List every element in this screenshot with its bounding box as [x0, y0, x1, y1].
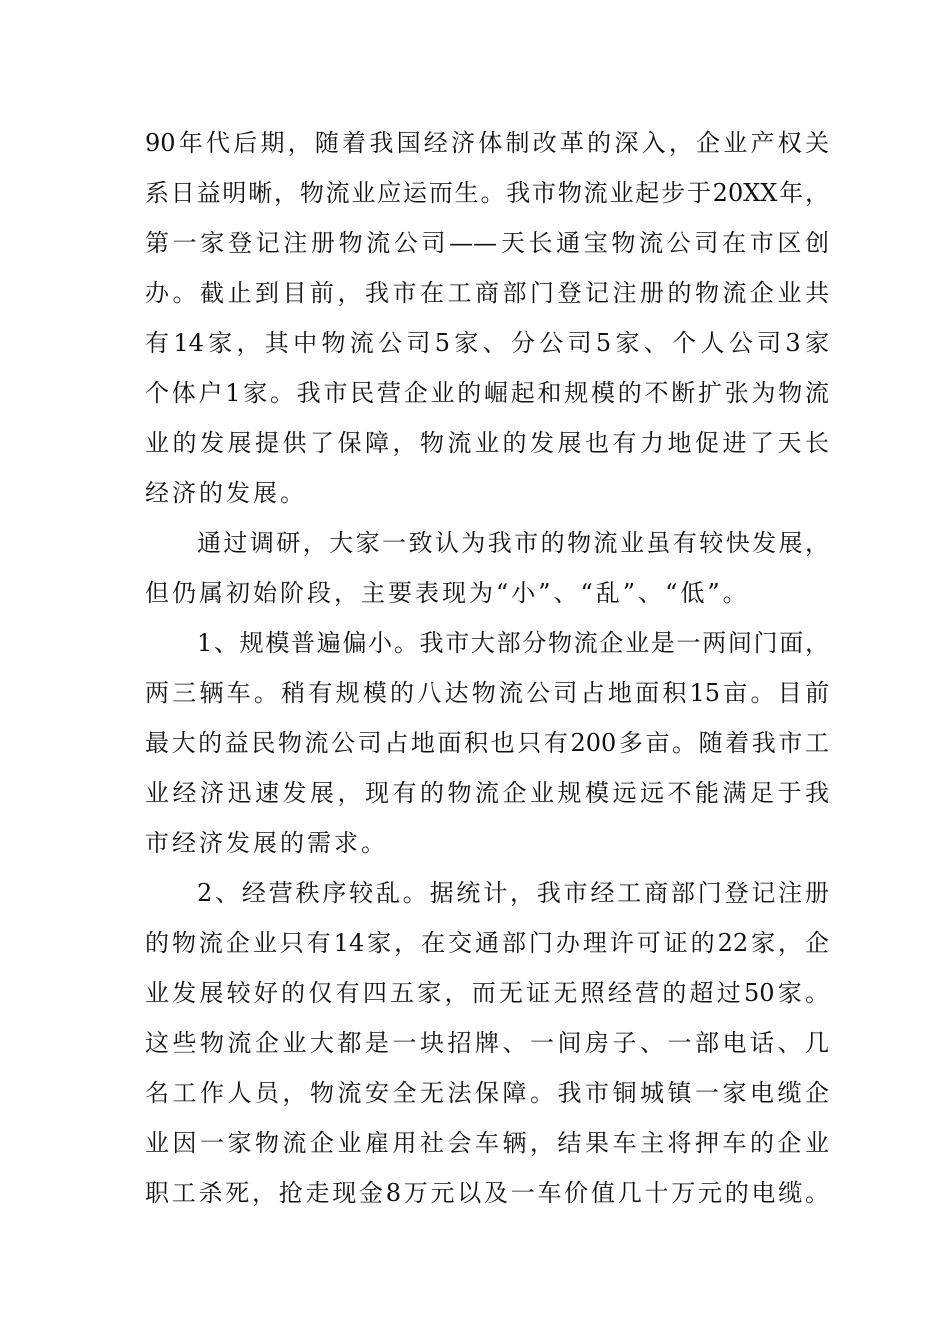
- text-line: 经济的发展。: [145, 479, 307, 507]
- document-page: [145, 124, 829, 1224]
- paragraph: [145, 524, 829, 624]
- text-line: 但仍属初始阶段，主要表现为“小”、“乱”、“低”。: [145, 579, 750, 607]
- paragraph: [145, 624, 829, 874]
- text-line: 系日益明晰，物流业应运而生。我市物流业起步于20XX年，: [145, 179, 829, 207]
- text-line: 这些物流企业大都是一块招牌、一间房子、一部电话、几: [145, 1029, 829, 1057]
- text-line: 的物流企业只有14家，在交通部门办理许可证的22家，企: [145, 929, 829, 957]
- text-line: 通过调研，大家一致认为我市的物流业虽有较快发展，: [197, 529, 829, 557]
- paragraph: [145, 124, 829, 524]
- text-line: 第一家登记注册物流公司——天长通宝物流公司在市区创: [145, 229, 829, 257]
- text-line: 业因一家物流企业雇用社会车辆，结果车主将押车的企业: [145, 1129, 829, 1157]
- text-line: 名工作人员，物流安全无法保障。我市铜城镇一家电缆企: [145, 1079, 829, 1107]
- paragraph: [145, 874, 829, 1224]
- text-line: 业的发展提供了保障，物流业的发展也有力地促进了天长: [145, 429, 829, 457]
- text-line: 2、经营秩序较乱。据统计，我市经工商部门登记注册: [197, 879, 829, 907]
- text-line: 两三辆车。稍有规模的八达物流公司占地面积15亩。目前: [145, 679, 829, 707]
- text-line: 职工杀死，抢走现金8万元以及一车价值几十万元的电缆。: [145, 1179, 829, 1207]
- text-line: 最大的益民物流公司占地面积也只有200多亩。随着我市工: [145, 729, 829, 757]
- text-line: 办。截止到目前，我市在工商部门登记注册的物流企业共: [145, 279, 829, 307]
- text-line: 业发展较好的仅有四五家，而无证无照经营的超过50家。: [145, 979, 829, 1007]
- text-line: 业经济迅速发展，现有的物流企业规模远远不能满足于我: [145, 779, 829, 807]
- text-line: 有14家，其中物流公司5家、分公司5家、个人公司3家: [145, 329, 829, 357]
- text-line: 个体户1家。我市民营企业的崛起和规模的不断扩张为物流: [145, 379, 829, 407]
- text-line: 市经济发展的需求。: [145, 829, 388, 857]
- text-line: 1、规模普遍偏小。我市大部分物流企业是一两间门面，: [197, 629, 829, 657]
- text-line: 90年代后期，随着我国经济体制改革的深入，企业产权关: [145, 129, 829, 157]
